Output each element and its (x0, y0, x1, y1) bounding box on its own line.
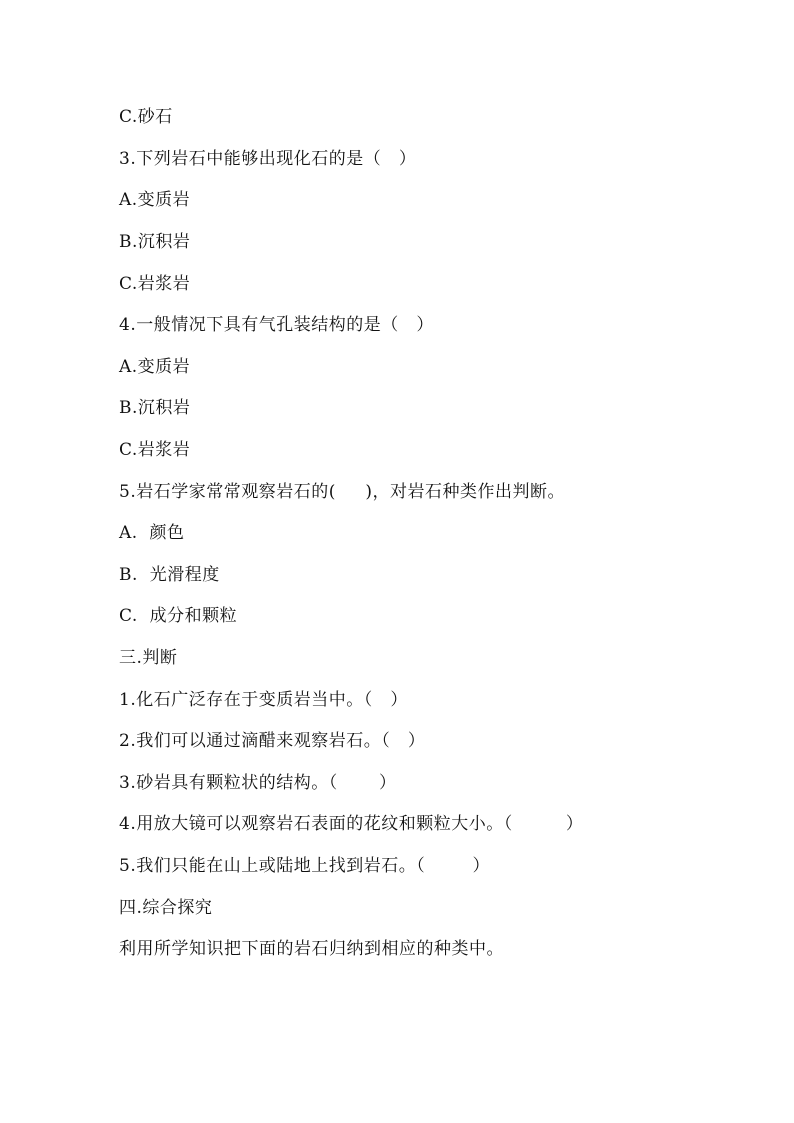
question-5-geologist-observe: 5.岩石学家常常观察岩石的( )，对岩石种类作出判断。 (119, 482, 566, 502)
question-3-fossil-rock: 3.下列岩石中能够出现化石的是（ ） (119, 149, 417, 169)
judgment-item-1: 1.化石广泛存在于变质岩当中。（ ） (119, 690, 408, 710)
q4-option-b: B.沉积岩 (119, 398, 191, 418)
option-c-sandstone: C.砂石 (119, 107, 173, 127)
q5-option-c: C. 成分和颗粒 (119, 606, 238, 626)
inquiry-instruction: 利用所学知识把下面的岩石归纳到相应的种类中。 (119, 939, 504, 959)
section-judgment-heading: 三.判断 (119, 648, 178, 668)
q3-option-c: C.岩浆岩 (119, 274, 191, 294)
section-inquiry-heading: 四.综合探究 (119, 898, 213, 918)
judgment-item-4: 4.用放大镜可以观察岩石表面的花纹和颗粒大小。（ ） (119, 814, 584, 834)
judgment-item-3: 3.砂岩具有颗粒状的结构。（ ） (119, 773, 397, 793)
judgment-item-5: 5.我们只能在山上或陆地上找到岩石。（ ） (119, 856, 490, 876)
q4-option-c: C.岩浆岩 (119, 440, 191, 460)
q5-option-a: A. 颜色 (119, 523, 185, 543)
q5-option-b: B. 光滑程度 (119, 565, 220, 585)
question-4-vesicular-structure: 4.一般情况下具有气孔装结构的是（ ） (119, 315, 434, 335)
judgment-item-2: 2.我们可以通过滴醋来观察岩石。（ ） (119, 731, 426, 751)
q4-option-a: A.变质岩 (119, 357, 191, 377)
q3-option-b: B.沉积岩 (119, 232, 191, 252)
q3-option-a: A.变质岩 (119, 190, 191, 210)
